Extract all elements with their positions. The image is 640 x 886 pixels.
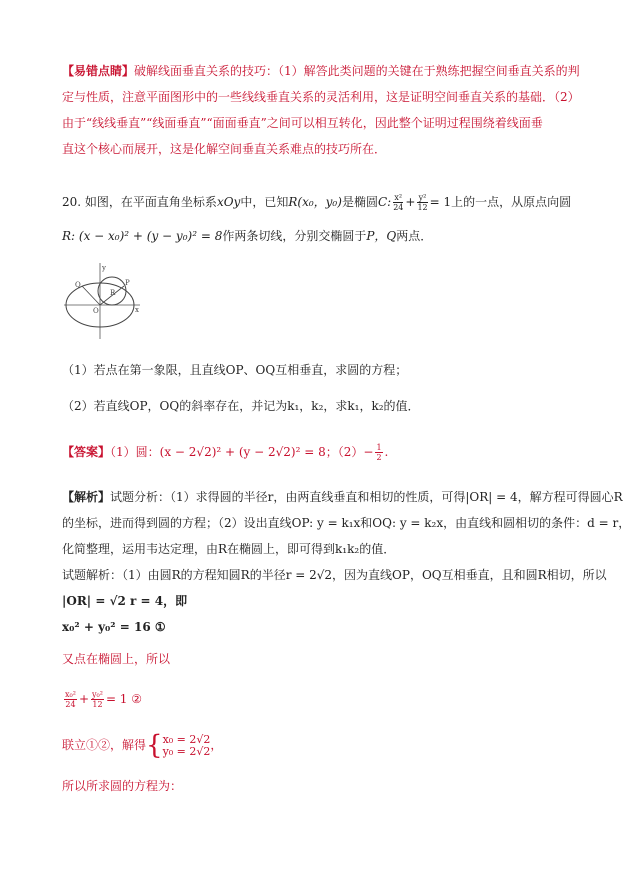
tip-line-1: 【易错点睛】破解线面垂直关系的技巧：（1）解答此类问题的关键在于熟练把握空间垂直关系的判 (62, 64, 580, 78)
answer-block: 【答案】（1）圆：(x − 2√2)² + (y − 2√2)² = 8；（2）− $\frac{1}{2}$ . (62, 443, 389, 462)
problem-block (62, 189, 594, 249)
label-r: R (110, 289, 116, 297)
analysis-line-2: 的坐标，进而得到圆的方程；（2）设出直线OP: y = k₁x和OQ: y = k₂x，由直线和圆相切的条件：d = r， (62, 516, 631, 530)
label-p: P (125, 279, 130, 287)
analysis-line-4: 试题解析：（1）由圆R的方程知圆R的半径r = 2√2，因为直线OP，OQ互相垂直，且和圆R相切，所以 (62, 568, 607, 582)
label-q: Q (75, 281, 81, 289)
figure-svg (62, 261, 142, 341)
line-oq (82, 286, 100, 305)
analysis-line-7: 又点在椭圆上，所以 (62, 652, 171, 666)
tip-tag: 【易错点睛】 (62, 64, 135, 78)
answer-text: （1）圆：(x − 2√2)² + (y − 2√2)² = 8；（2）− (110, 445, 374, 459)
analysis-line-9: 所以所求圆的方程为： (62, 778, 183, 793)
problem-line-2: R: (x − x₀)² + (y − y₀)² = 8作两条切线，分别交椭圆于P，Q两点． (62, 229, 433, 243)
questions-block (62, 357, 594, 419)
analysis-block (62, 484, 631, 799)
analysis-line-8: 联立①②，解得{ x₀ = 2√2 y₀ = 2√2 ， (62, 730, 223, 761)
tip-line-3: 由于“线线垂直”“线面垂直”“面面垂直”之间可以相互转化，因此整个证明过程围绕着线面垂 (62, 116, 543, 130)
ellipse-circle-figure (62, 261, 142, 341)
tip-line-4: 直这个核心而展开，这是化解空间垂直关系难点的技巧所在． (62, 142, 387, 156)
analysis-eq-2: $\frac{\text{x₀²}}{24}$ + $\frac{\text{y₀²}}{12}$ = 1 ② (65, 690, 143, 709)
analysis-line-6: x₀² + y₀² = 16 ① (62, 620, 166, 634)
analysis-line-1: 【解析】试题分析：（1）求得圆的半径r，由两直线垂直和相切的性质，可得|OR| = 4，解方程可得圆心R (62, 490, 623, 504)
tip-line-2: 定与性质，注意平面图形中的一些线线垂直关系的灵活利用，这是证明空间垂直关系的基础．（2） (62, 90, 580, 104)
analysis-line-3: 化简整理，运用韦达定理，由R在椭圆上，即可得到k₁k₂的值． (62, 542, 396, 556)
tip-block (62, 58, 594, 162)
analysis-tag: 【解析】 (62, 490, 111, 504)
problem-line-1: 20. 如图，在平面直角坐标系xOy中，已知R(x₀，y₀)是椭圆C: $\frac{\text{x²}}{24}$ + $\frac{\text{y²}}{12}$ = 1上的一点，从原点向圆 (62, 193, 572, 212)
label-o: O (93, 307, 99, 315)
question-2: （2）若直线OP，OQ的斜率存在，并记为k₁，k₂，求k₁，k₂的值． (62, 399, 420, 413)
label-y: y (102, 264, 106, 272)
label-x: x (135, 306, 139, 314)
analysis-line-5: |OR| = √2 r = 4，即 (62, 594, 188, 608)
question-1: （1）若点在第一象限，且直线OP、OQ互相垂直，求圆的方程； (62, 363, 408, 377)
answer-tag: 【答案】 (62, 445, 111, 459)
